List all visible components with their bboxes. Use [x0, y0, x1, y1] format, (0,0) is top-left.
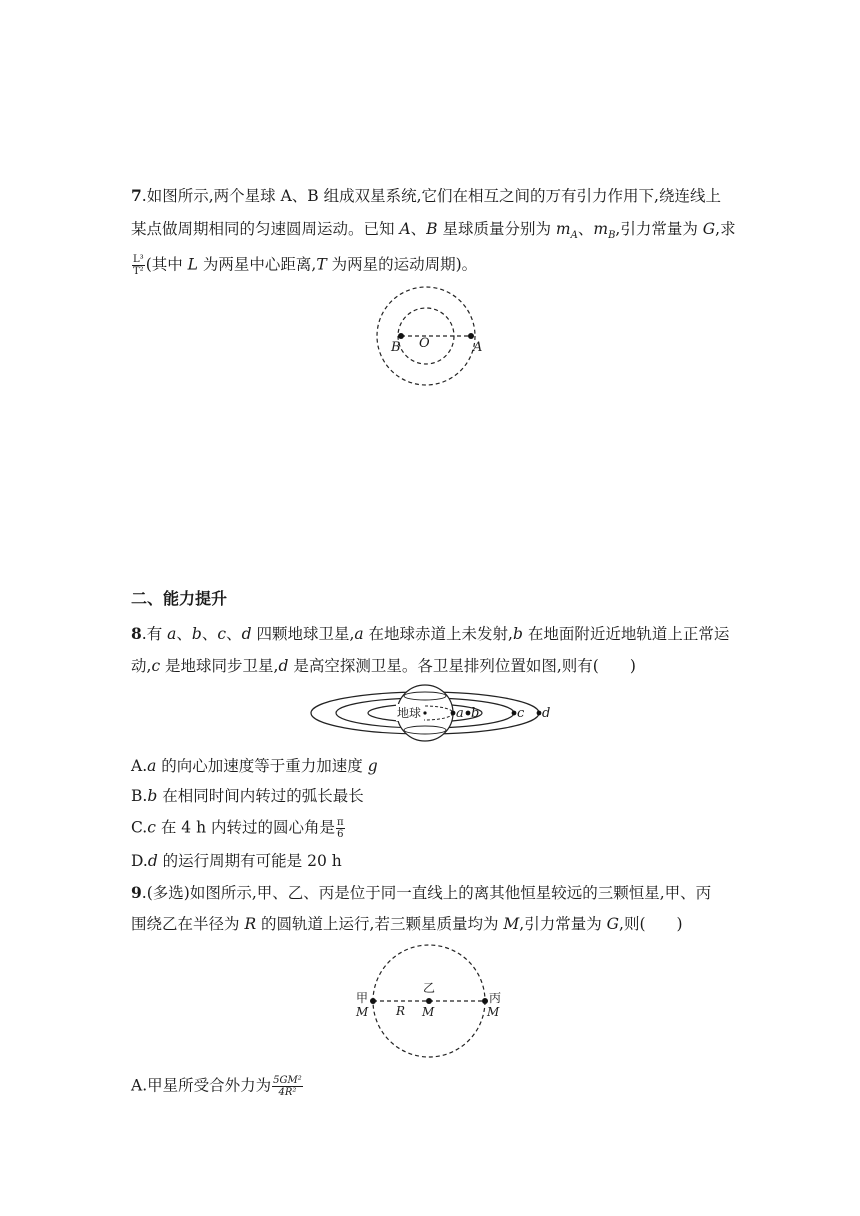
q9-line-1: [131, 883, 711, 903]
q7-var-L: L: [187, 255, 198, 274]
q7-frac-den: T²: [133, 266, 144, 277]
q8-option-d: [131, 851, 342, 871]
q7-frac-num: L³: [133, 254, 144, 265]
q7-line-3: [131, 254, 477, 277]
q8-var-d: d: [241, 625, 252, 643]
q7-text-3c: 为两星的运动周期)。: [326, 255, 478, 274]
q8-var-d2: d: [278, 657, 289, 675]
q7-text-2e: ,引力常量为: [615, 220, 703, 238]
q9-text-2d: ,则( ): [619, 915, 683, 933]
q7-var-mA: m: [555, 220, 571, 238]
q8-optA-label: A.: [131, 757, 148, 775]
q9-optA-fraction: [272, 1075, 303, 1098]
q8-sep-2: 、: [201, 625, 218, 643]
q8-text-1b: 四颗地球卫星,: [251, 625, 355, 643]
q8-optC-num: π: [336, 817, 344, 828]
q8-text-1c: 在地球赤道上未发射,: [363, 625, 513, 643]
q7-var-A: A: [399, 220, 411, 238]
q8-var-a2: a: [354, 625, 364, 643]
q8-optC-var: c: [147, 818, 156, 837]
q8-sep-3: 、: [226, 625, 242, 643]
q8-text-1d: 在地面附近近地轨道上正常运: [522, 625, 730, 643]
label-yi-mass: M: [422, 1005, 435, 1019]
q8-var-a: a: [167, 625, 177, 643]
q9-optA-num: 5GM²: [273, 1075, 302, 1086]
q7-fraction: [132, 254, 145, 277]
q7-text-2a: 某点做周期相同的匀速圆周运动。已知: [131, 220, 400, 238]
q7-var-G: G: [702, 220, 716, 238]
label-d: d: [542, 706, 551, 721]
q7-text-2c: 星球质量分别为: [437, 220, 556, 238]
q8-option-c: [131, 817, 346, 840]
q8-var-c: c: [217, 625, 227, 643]
q9-var-M: M: [503, 915, 520, 933]
q9-number: 9: [131, 883, 142, 902]
q8-option-b: [131, 786, 364, 806]
satellite-b: [466, 711, 471, 716]
q8-var-b2: b: [512, 625, 523, 643]
label-O: O: [419, 336, 430, 351]
section-heading: 二、能力提升: [131, 589, 228, 608]
q9-text-1: .(多选)如图所示,甲、乙、丙是位于同一直线上的离其他恒星较远的三颗恒星,甲、丙: [141, 884, 712, 902]
q7-line-2: [131, 219, 736, 246]
q8-optD-var: d: [147, 852, 158, 870]
q8-text-1a: .有: [141, 625, 168, 643]
q8-optB-var: b: [147, 787, 158, 805]
q7-text-2f: ,求: [715, 220, 736, 238]
star-yi: [426, 998, 432, 1004]
q8-var-b: b: [191, 625, 202, 643]
q8-optC-den: 6: [337, 829, 344, 840]
q7-line-1: [131, 186, 721, 206]
q7-text-1: .如图所示,两个星球 A、B 组成双星系统,它们在相互之间的万有引力作用下,绕连线上: [141, 187, 721, 205]
q9-optA-den: 4R²: [278, 1087, 297, 1098]
q7-var-mB: m: [593, 220, 609, 238]
label-bing-mass: M: [487, 1005, 500, 1019]
star-B: [398, 333, 404, 339]
earth-center-dot: [423, 711, 426, 714]
q9-line-2: [131, 914, 683, 934]
q9-var-R: R: [244, 915, 257, 933]
label-jia: 甲: [356, 991, 369, 1005]
satellite-c: [512, 711, 517, 716]
q9-text-2a: 围绕乙在半径为: [131, 915, 245, 933]
label-jia-mass: M: [356, 1005, 369, 1019]
q9-optA-text: A.甲星所受合外力为: [131, 1076, 272, 1095]
star-jia: [370, 998, 376, 1004]
q8-text-2b: 是地球同步卫星,: [160, 657, 279, 675]
q9-option-a: [131, 1075, 304, 1098]
q8-optC-text: 在 4 h 内转过的圆心角是: [155, 818, 335, 837]
q8-text-2c: 是高空探测卫星。各卫星排列位置如图,则有( ): [288, 657, 636, 675]
q8-optD-label: D.: [131, 852, 148, 870]
q9-triple-star-figure: [350, 944, 520, 1062]
label-yi: 乙: [423, 981, 436, 995]
q7-var-B: B: [426, 220, 438, 238]
q7-text-2b: 、: [410, 220, 427, 238]
q7-var-mB-sub: B: [608, 230, 616, 242]
label-A: A: [473, 340, 483, 355]
q8-optD-text: 的运行周期有可能是 20 h: [157, 852, 342, 870]
q7-text-3a: (其中: [145, 255, 188, 274]
satellite-d: [537, 711, 542, 716]
q7-var-mA-sub: A: [570, 230, 578, 242]
label-a: a: [456, 706, 464, 721]
label-radius: R: [396, 1004, 406, 1018]
label-bing: 丙: [489, 991, 502, 1005]
q8-optA-var: a: [147, 757, 157, 775]
q7-binary-star-figure: [370, 286, 500, 392]
q8-satellite-figure: [308, 684, 558, 742]
q8-sep-1: 、: [176, 625, 192, 643]
q8-optC-fraction: [336, 817, 345, 840]
q8-option-a: [131, 756, 378, 776]
label-c: c: [517, 706, 525, 721]
star-A: [468, 333, 474, 339]
q8-optA-g: g: [367, 757, 378, 775]
q8-number: 8: [131, 624, 142, 643]
q8-optA-text: 的向心加速度等于重力加速度: [156, 757, 368, 775]
satellite-a: [451, 711, 456, 716]
earth-label: 地球: [397, 706, 422, 720]
q8-line-2: [131, 656, 636, 676]
label-b: b: [471, 706, 480, 721]
q7-number: 7: [131, 186, 142, 205]
q7-var-T: T: [316, 255, 327, 274]
q8-optB-text: 在相同时间内转过的弧长最长: [157, 787, 364, 805]
q8-optB-label: B.: [131, 787, 148, 805]
q9-var-G: G: [606, 915, 620, 933]
q8-line-1: [131, 624, 729, 644]
q7-text-3b: 为两星中心距离,: [197, 255, 317, 274]
q9-text-2c: ,引力常量为: [519, 915, 607, 933]
q8-text-2a: 动,: [131, 657, 152, 675]
q9-text-2b: 的圆轨道上运行,若三颗星质量均为: [256, 915, 504, 933]
q8-var-c2: c: [151, 657, 161, 675]
q8-optC-label: C.: [131, 818, 148, 837]
label-B: B: [391, 340, 401, 355]
star-bing: [482, 998, 488, 1004]
q7-text-2d: 、: [577, 220, 594, 238]
